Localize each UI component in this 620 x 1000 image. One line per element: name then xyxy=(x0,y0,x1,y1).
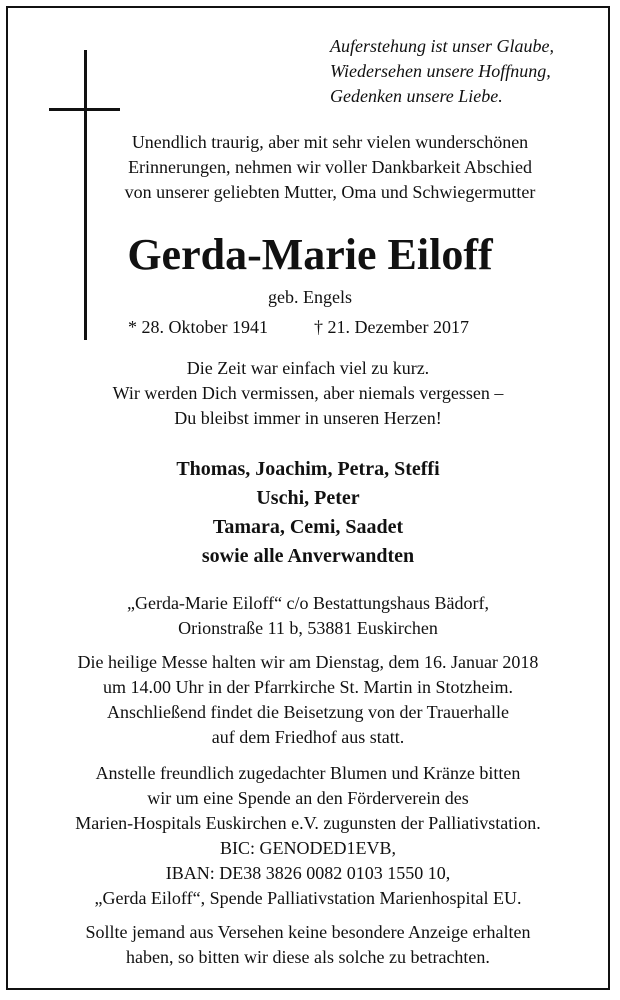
family-names xyxy=(10,455,606,571)
family-line: Tamara, Cemi, Saadet xyxy=(212,516,404,538)
motto-line: Auferstehung ist unser Glaube, xyxy=(330,36,554,56)
intro-line: Erinnerungen, nehmen wir voller Dankbarkeit Abschied xyxy=(128,157,532,177)
service-line: auf dem Friedhof aus statt. xyxy=(211,727,405,747)
condolence-address xyxy=(10,591,606,641)
family-line: sowie alle Anverwandten xyxy=(201,545,415,567)
life-dates xyxy=(0,314,620,340)
intro-line: Unendlich traurig, aber mit sehr vielen wunderschönen xyxy=(131,132,529,152)
address-line: Orionstraße 11 b, 53881 Euskirchen xyxy=(178,618,438,638)
verse-line: Du bleibst immer in unseren Herzen! xyxy=(174,408,442,428)
verse-line: Die Zeit war einfach viel zu kurz. xyxy=(186,358,430,378)
verse-line: Wir werden Dich vermissen, aber niemals vergessen – xyxy=(112,383,504,403)
birth-date: * 28. Oktober 1941 xyxy=(128,317,268,337)
intro-text xyxy=(40,130,620,205)
motto-line: Wiedersehen unsere Hoffnung, xyxy=(330,61,551,81)
family-line: Thomas, Joachim, Petra, Steffi xyxy=(176,458,440,480)
closing-line: Sollte jemand aus Versehen keine besondere Anzeige erhalten xyxy=(85,922,531,942)
death-date: † 21. Dezember 2017 xyxy=(314,317,469,337)
donation-line: Marien-Hospitals Euskirchen e.V. zugunsten der Palliativstation. xyxy=(75,813,541,833)
donation-line: wir um eine Spende an den Förderverein des xyxy=(147,788,469,808)
born-name: geb. Engels xyxy=(268,287,352,307)
service-line: Anschließend findet die Beisetzung von der Trauerhalle xyxy=(107,702,509,722)
closing-note xyxy=(10,920,606,970)
donation-line: IBAN: DE38 3826 0082 0103 1550 10, xyxy=(165,863,451,883)
intro-line: von unserer geliebten Mutter, Oma und Schwiegermutter xyxy=(124,182,536,202)
closing-line: haben, so bitten wir diese als solche zu betrachten. xyxy=(126,947,490,967)
motto-line: Gedenken unsere Liebe. xyxy=(330,86,503,106)
donation-request xyxy=(10,761,606,911)
donation-line: „Gerda Eiloff“, Spende Palliativstation Marienhospital EU. xyxy=(94,888,522,908)
service-line: um 14.00 Uhr in der Pfarrkirche St. Martin in Stotzheim. xyxy=(103,677,513,697)
deceased-name: Gerda-Marie Eiloff xyxy=(127,230,493,279)
verse-text xyxy=(10,356,606,431)
donation-line: Anstelle freundlich zugedachter Blumen und Kränze bitten xyxy=(95,763,521,783)
family-line: Uschi, Peter xyxy=(256,487,360,509)
service-line: Die heilige Messe halten wir am Dienstag, dem 16. Januar 2018 xyxy=(77,652,539,672)
motto-verse xyxy=(330,34,600,109)
cross-icon-horizontal xyxy=(49,108,120,111)
address-line: „Gerda-Marie Eiloff“ c/o Bestattungshaus Bädorf, xyxy=(126,593,490,613)
funeral-service-info xyxy=(10,650,606,750)
donation-line: BIC: GENODED1EVB, xyxy=(220,838,396,858)
